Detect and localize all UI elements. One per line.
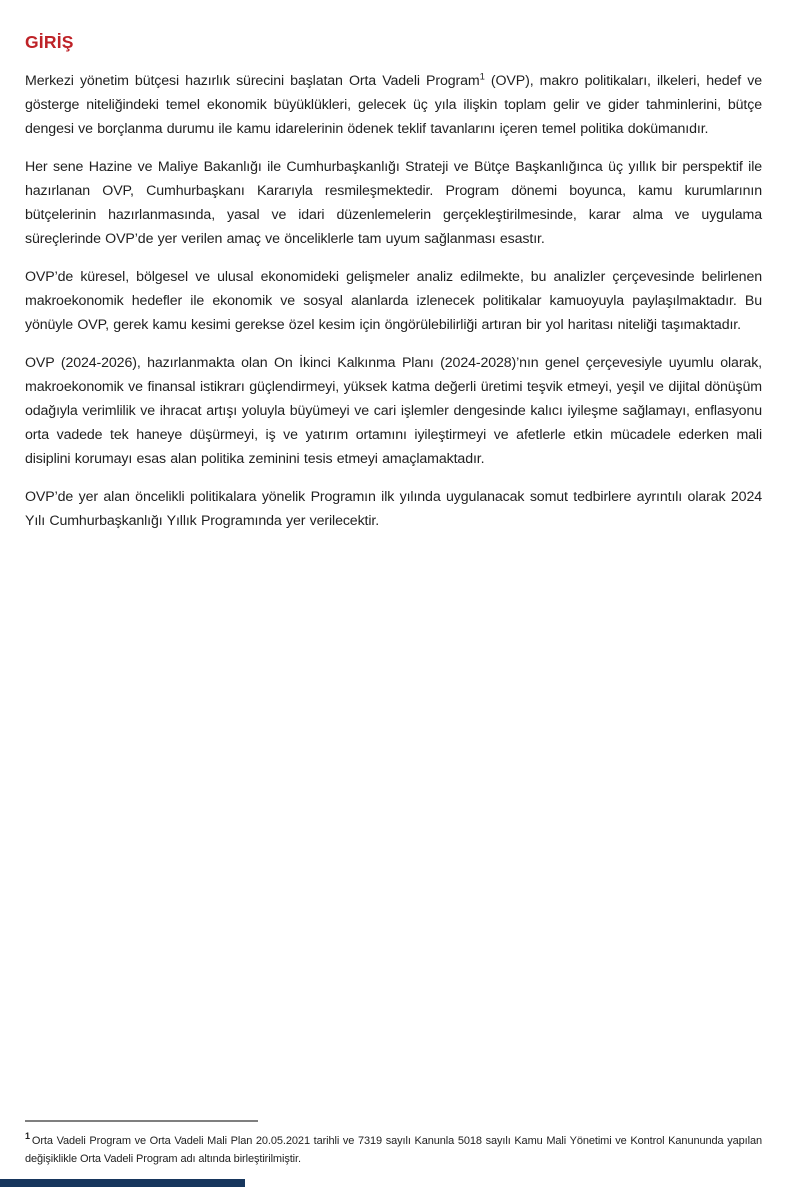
- paragraph-5: OVP’de yer alan öncelikli politikalara yönelik Programın ilk yılında uygulanacak somut tedbirlere ayrıntılı olarak 2024 Yılı Cumhurbaşkanlığı Yıllık Programında yer verilecektir.: [25, 489, 762, 529]
- footnote-body: Orta Vadeli Program ve Orta Vadeli Mali Plan 20.05.2021 tarihli ve 7319 sayılı Kanunla 5018 sayılı Kamu Mali Yönetimi ve Kontrol Kanununda yapılan değişiklikle Orta Vadeli Program adı altında birleştirilmiştir.: [25, 1135, 762, 1165]
- paragraph-3: OVP’de küresel, bölgesel ve ulusal ekonomideki gelişmeler analiz edilmekte, bu analizler çerçevesinde belirlenen makroekonomik hedefler ile ekonomik ve sosyal alanlarda izlenecek politikalar kamuoyuyla paylaşılmaktadır. Bu yönüyle OVP, gerek kamu kesimi gerekse özel kesim için öngörülebilirliği artıran bir yol haritası niteliği taşımaktadır.: [25, 269, 762, 333]
- paragraph-1: [25, 69, 762, 141]
- footnote-number: 1: [25, 1131, 30, 1142]
- page-content: [25, 0, 762, 547]
- footnote-area: [25, 1120, 762, 1168]
- footnote-reference-1: 1: [479, 71, 485, 83]
- footnote-text: [25, 1132, 762, 1168]
- page-title: GİRİŞ: [25, 32, 74, 52]
- paragraph-1-text-before-ref: Merkezi yönetim bütçesi hazırlık sürecini başlatan Orta Vadeli Program: [25, 73, 480, 89]
- paragraph-1-text-after-ref: (OVP), makro politikaları, ilkeleri, hedef ve gösterge niteliğindeki temel ekonomik büyüklükleri, gelecek üç yıla ilişkin toplam gelir ve gider tahminlerini, bütçe dengesi ve borçlanma durumu ile kamu idarelerinin ödenek teklif tavanlarını içeren temel politika dokümanıdır.: [25, 73, 762, 137]
- page-bottom-bar: [0, 1179, 245, 1187]
- paragraph-2: Her sene Hazine ve Maliye Bakanlığı ile Cumhurbaşkanlığı Strateji ve Bütçe Başkanlığınca üç yıllık bir perspektif ile hazırlanan OVP, Cumhurbaşkanı Kararıyla resmileşmektedir. Program dönemi boyunca, kamu kurumlarının bütçelerinin hazırlanmasında, yasal ve idari düzenlemelerin gerçekleştirilmesinde, karar alma ve uygulama süreçlerinde OVP’de yer verilen amaç ve önceliklerle tam uyum sağlanması esastır.: [25, 159, 762, 247]
- footnote-separator-line: [25, 1120, 258, 1122]
- paragraph-4: OVP (2024-2026), hazırlanmakta olan On İkinci Kalkınma Planı (2024-2028)’nın genel çerçevesiyle uyumlu olarak, makroekonomik ve finansal istikrarı güçlendirmeyi, yüksek katma değerli üretimi teşvik etmeyi, yeşil ve dijital dönüşüm odağıyla verimlilik ve ihracat artışı yoluyla büyümeyi ve cari işlemler dengesinde kalıcı iyileşme sağlamayı, enflasyonu orta vadede tek haneye düşürmeyi, iş ve yatırım ortamını iyileştirmeyi ve afetlerle etkin mücadele ederken mali disiplini korumayı esas alan politika zeminini tesis etmeyi amaçlamaktadır.: [25, 355, 762, 467]
